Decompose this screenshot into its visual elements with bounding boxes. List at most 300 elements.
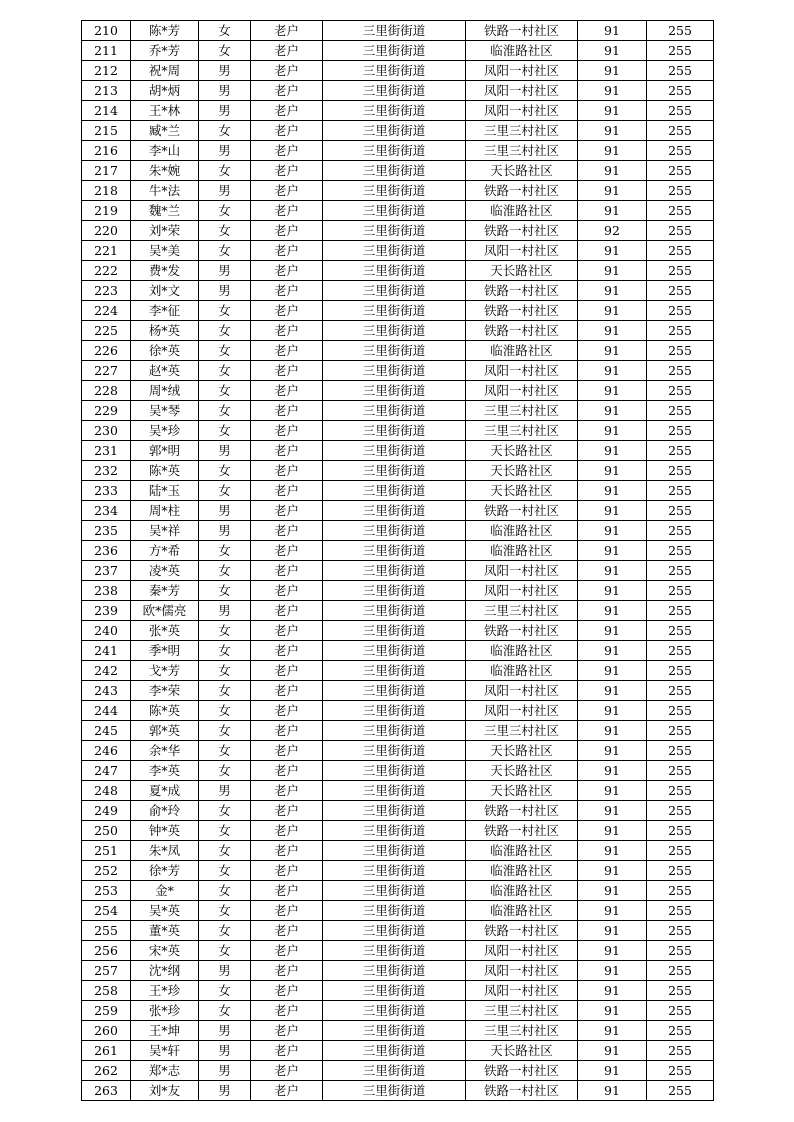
cell-gender: 女 [199, 361, 251, 381]
table-row [82, 641, 714, 661]
cell-household-type: 老户 [251, 1081, 323, 1101]
cell-amount: 255 [647, 1081, 714, 1101]
cell-age: 91 [578, 901, 647, 921]
table-row [82, 821, 714, 841]
cell-household-type: 老户 [251, 241, 323, 261]
cell-gender: 女 [199, 901, 251, 921]
cell-household-type: 老户 [251, 641, 323, 661]
table-row [82, 141, 714, 161]
cell-subdistrict: 三里街街道 [323, 1061, 466, 1081]
cell-amount: 255 [647, 281, 714, 301]
cell-name: 陆*玉 [131, 481, 199, 501]
cell-name: 宋*英 [131, 941, 199, 961]
table-row [82, 361, 714, 381]
table-row [82, 241, 714, 261]
table-row [82, 421, 714, 441]
cell-household-type: 老户 [251, 561, 323, 581]
cell-name: 刘*荣 [131, 221, 199, 241]
table-row [82, 21, 714, 41]
cell-amount: 255 [647, 1061, 714, 1081]
cell-index: 238 [82, 581, 131, 601]
table-row [82, 401, 714, 421]
cell-age: 91 [578, 481, 647, 501]
cell-gender: 男 [199, 261, 251, 281]
table-row [82, 441, 714, 461]
cell-subdistrict: 三里街街道 [323, 1001, 466, 1021]
cell-index: 230 [82, 421, 131, 441]
cell-name: 郭*明 [131, 441, 199, 461]
cell-gender: 女 [199, 761, 251, 781]
cell-household-type: 老户 [251, 161, 323, 181]
table-row [82, 161, 714, 181]
table-row [82, 961, 714, 981]
cell-gender: 女 [199, 221, 251, 241]
cell-index: 251 [82, 841, 131, 861]
table-row [82, 921, 714, 941]
cell-index: 226 [82, 341, 131, 361]
cell-name: 欧*儒亮 [131, 601, 199, 621]
cell-amount: 255 [647, 621, 714, 641]
cell-household-type: 老户 [251, 81, 323, 101]
cell-community: 铁路一村社区 [466, 21, 578, 41]
cell-subdistrict: 三里街街道 [323, 841, 466, 861]
cell-index: 256 [82, 941, 131, 961]
cell-community: 凤阳一村社区 [466, 581, 578, 601]
cell-name: 徐*英 [131, 341, 199, 361]
cell-gender: 女 [199, 1001, 251, 1021]
cell-gender: 女 [199, 561, 251, 581]
cell-age: 91 [578, 981, 647, 1001]
cell-index: 211 [82, 41, 131, 61]
table-row [82, 341, 714, 361]
table-row [82, 561, 714, 581]
cell-community: 凤阳一村社区 [466, 241, 578, 261]
cell-amount: 255 [647, 861, 714, 881]
cell-household-type: 老户 [251, 281, 323, 301]
cell-amount: 255 [647, 521, 714, 541]
cell-name: 吴*祥 [131, 521, 199, 541]
cell-subdistrict: 三里街街道 [323, 621, 466, 641]
cell-name: 刘*文 [131, 281, 199, 301]
table-row [82, 221, 714, 241]
cell-household-type: 老户 [251, 681, 323, 701]
cell-community: 三里三村社区 [466, 421, 578, 441]
cell-gender: 女 [199, 581, 251, 601]
cell-age: 91 [578, 561, 647, 581]
cell-age: 91 [578, 381, 647, 401]
cell-household-type: 老户 [251, 901, 323, 921]
cell-community: 凤阳一村社区 [466, 681, 578, 701]
cell-subdistrict: 三里街街道 [323, 421, 466, 441]
cell-index: 239 [82, 601, 131, 621]
cell-name: 钟*英 [131, 821, 199, 841]
cell-age: 91 [578, 1041, 647, 1061]
cell-name: 沈*纲 [131, 961, 199, 981]
cell-gender: 女 [199, 701, 251, 721]
cell-amount: 255 [647, 221, 714, 241]
cell-subdistrict: 三里街街道 [323, 321, 466, 341]
cell-age: 91 [578, 541, 647, 561]
cell-household-type: 老户 [251, 461, 323, 481]
cell-household-type: 老户 [251, 881, 323, 901]
cell-community: 临淮路社区 [466, 41, 578, 61]
cell-amount: 255 [647, 101, 714, 121]
cell-subdistrict: 三里街街道 [323, 581, 466, 601]
cell-amount: 255 [647, 361, 714, 381]
cell-community: 铁路一村社区 [466, 321, 578, 341]
cell-household-type: 老户 [251, 721, 323, 741]
cell-name: 乔*芳 [131, 41, 199, 61]
cell-subdistrict: 三里街街道 [323, 1041, 466, 1061]
cell-index: 260 [82, 1021, 131, 1041]
cell-amount: 255 [647, 341, 714, 361]
cell-community: 凤阳一村社区 [466, 961, 578, 981]
cell-subdistrict: 三里街街道 [323, 1081, 466, 1101]
cell-gender: 女 [199, 681, 251, 701]
cell-amount: 255 [647, 781, 714, 801]
cell-amount: 255 [647, 81, 714, 101]
cell-subdistrict: 三里街街道 [323, 761, 466, 781]
cell-subdistrict: 三里街街道 [323, 221, 466, 241]
cell-index: 213 [82, 81, 131, 101]
cell-community: 三里三村社区 [466, 401, 578, 421]
table-row [82, 281, 714, 301]
cell-name: 李*征 [131, 301, 199, 321]
cell-subdistrict: 三里街街道 [323, 801, 466, 821]
cell-subdistrict: 三里街街道 [323, 201, 466, 221]
table-row [82, 941, 714, 961]
cell-age: 91 [578, 261, 647, 281]
cell-amount: 255 [647, 1021, 714, 1041]
cell-age: 91 [578, 1081, 647, 1101]
table-row [82, 1041, 714, 1061]
cell-name: 吴*英 [131, 901, 199, 921]
cell-name: 余*华 [131, 741, 199, 761]
cell-gender: 男 [199, 281, 251, 301]
cell-amount: 255 [647, 701, 714, 721]
table-row [82, 1081, 714, 1101]
cell-subdistrict: 三里街街道 [323, 681, 466, 701]
cell-gender: 女 [199, 881, 251, 901]
cell-age: 91 [578, 421, 647, 441]
cell-community: 临淮路社区 [466, 201, 578, 221]
cell-name: 张*英 [131, 621, 199, 641]
cell-amount: 255 [647, 61, 714, 81]
cell-index: 221 [82, 241, 131, 261]
cell-age: 91 [578, 1061, 647, 1081]
cell-name: 杨*英 [131, 321, 199, 341]
cell-index: 227 [82, 361, 131, 381]
cell-community: 铁路一村社区 [466, 301, 578, 321]
cell-subdistrict: 三里街街道 [323, 41, 466, 61]
table-row [82, 541, 714, 561]
cell-name: 郭*英 [131, 721, 199, 741]
cell-index: 215 [82, 121, 131, 141]
cell-name: 王*珍 [131, 981, 199, 1001]
cell-name: 刘*友 [131, 1081, 199, 1101]
cell-gender: 男 [199, 81, 251, 101]
cell-name: 张*珍 [131, 1001, 199, 1021]
cell-name: 赵*英 [131, 361, 199, 381]
cell-household-type: 老户 [251, 1021, 323, 1041]
cell-name: 李*荣 [131, 681, 199, 701]
table-row [82, 621, 714, 641]
cell-name: 陈*英 [131, 461, 199, 481]
table-row [82, 781, 714, 801]
cell-index: 231 [82, 441, 131, 461]
cell-household-type: 老户 [251, 261, 323, 281]
cell-index: 242 [82, 661, 131, 681]
table-row [82, 761, 714, 781]
cell-community: 凤阳一村社区 [466, 941, 578, 961]
cell-index: 219 [82, 201, 131, 221]
table-row [82, 41, 714, 61]
cell-index: 236 [82, 541, 131, 561]
table-body [82, 21, 714, 1101]
cell-age: 91 [578, 161, 647, 181]
cell-community: 铁路一村社区 [466, 921, 578, 941]
cell-community: 凤阳一村社区 [466, 361, 578, 381]
cell-community: 临淮路社区 [466, 661, 578, 681]
cell-household-type: 老户 [251, 521, 323, 541]
cell-household-type: 老户 [251, 301, 323, 321]
cell-community: 天长路社区 [466, 481, 578, 501]
cell-age: 91 [578, 701, 647, 721]
cell-name: 李*英 [131, 761, 199, 781]
cell-age: 91 [578, 941, 647, 961]
cell-subdistrict: 三里街街道 [323, 1021, 466, 1041]
cell-gender: 男 [199, 181, 251, 201]
cell-name: 吴*珍 [131, 421, 199, 441]
cell-index: 253 [82, 881, 131, 901]
cell-community: 临淮路社区 [466, 521, 578, 541]
cell-age: 91 [578, 621, 647, 641]
cell-gender: 女 [199, 481, 251, 501]
table-row [82, 801, 714, 821]
cell-amount: 255 [647, 121, 714, 141]
cell-name: 吴*琴 [131, 401, 199, 421]
cell-household-type: 老户 [251, 1061, 323, 1081]
cell-amount: 255 [647, 941, 714, 961]
cell-amount: 255 [647, 1001, 714, 1021]
cell-subdistrict: 三里街街道 [323, 821, 466, 841]
cell-subdistrict: 三里街街道 [323, 441, 466, 461]
cell-household-type: 老户 [251, 421, 323, 441]
cell-gender: 女 [199, 341, 251, 361]
cell-age: 91 [578, 721, 647, 741]
cell-name: 夏*成 [131, 781, 199, 801]
cell-name: 陈*芳 [131, 21, 199, 41]
cell-index: 220 [82, 221, 131, 241]
cell-community: 临淮路社区 [466, 641, 578, 661]
cell-index: 246 [82, 741, 131, 761]
cell-gender: 男 [199, 1061, 251, 1081]
cell-index: 263 [82, 1081, 131, 1101]
cell-household-type: 老户 [251, 841, 323, 861]
cell-age: 91 [578, 141, 647, 161]
cell-household-type: 老户 [251, 181, 323, 201]
cell-subdistrict: 三里街街道 [323, 381, 466, 401]
cell-subdistrict: 三里街街道 [323, 361, 466, 381]
cell-gender: 女 [199, 421, 251, 441]
cell-amount: 255 [647, 201, 714, 221]
cell-community: 铁路一村社区 [466, 821, 578, 841]
table-row [82, 1061, 714, 1081]
cell-household-type: 老户 [251, 701, 323, 721]
cell-subdistrict: 三里街街道 [323, 781, 466, 801]
cell-amount: 255 [647, 301, 714, 321]
cell-index: 248 [82, 781, 131, 801]
cell-community: 天长路社区 [466, 741, 578, 761]
cell-amount: 255 [647, 1041, 714, 1061]
cell-subdistrict: 三里街街道 [323, 121, 466, 141]
cell-age: 91 [578, 61, 647, 81]
cell-name: 徐*芳 [131, 861, 199, 881]
cell-household-type: 老户 [251, 141, 323, 161]
cell-index: 225 [82, 321, 131, 341]
table-row [82, 381, 714, 401]
cell-household-type: 老户 [251, 801, 323, 821]
cell-name: 吴*美 [131, 241, 199, 261]
cell-index: 217 [82, 161, 131, 181]
cell-age: 91 [578, 821, 647, 841]
cell-name: 王*坤 [131, 1021, 199, 1041]
cell-community: 天长路社区 [466, 761, 578, 781]
table-row [82, 681, 714, 701]
cell-name: 凌*英 [131, 561, 199, 581]
cell-household-type: 老户 [251, 1001, 323, 1021]
cell-gender: 男 [199, 141, 251, 161]
table-row [82, 301, 714, 321]
cell-name: 陈*英 [131, 701, 199, 721]
cell-amount: 255 [647, 581, 714, 601]
cell-age: 91 [578, 461, 647, 481]
cell-community: 铁路一村社区 [466, 801, 578, 821]
cell-name: 臧*兰 [131, 121, 199, 141]
cell-gender: 女 [199, 801, 251, 821]
cell-community: 临淮路社区 [466, 861, 578, 881]
cell-amount: 255 [647, 481, 714, 501]
cell-amount: 255 [647, 641, 714, 661]
cell-household-type: 老户 [251, 401, 323, 421]
table-row [82, 461, 714, 481]
cell-gender: 男 [199, 61, 251, 81]
cell-subdistrict: 三里街街道 [323, 101, 466, 121]
cell-community: 凤阳一村社区 [466, 61, 578, 81]
table-row [82, 601, 714, 621]
cell-age: 91 [578, 761, 647, 781]
cell-index: 224 [82, 301, 131, 321]
cell-household-type: 老户 [251, 941, 323, 961]
cell-gender: 女 [199, 301, 251, 321]
cell-amount: 255 [647, 461, 714, 481]
table-row [82, 981, 714, 1001]
cell-name: 郑*志 [131, 1061, 199, 1081]
cell-name: 金* [131, 881, 199, 901]
cell-age: 91 [578, 961, 647, 981]
table-row [82, 101, 714, 121]
cell-household-type: 老户 [251, 341, 323, 361]
cell-name: 戈*芳 [131, 661, 199, 681]
cell-age: 91 [578, 741, 647, 761]
table-row [82, 1001, 714, 1021]
cell-household-type: 老户 [251, 221, 323, 241]
cell-gender: 女 [199, 381, 251, 401]
cell-community: 天长路社区 [466, 261, 578, 281]
cell-gender: 女 [199, 321, 251, 341]
cell-subdistrict: 三里街街道 [323, 721, 466, 741]
cell-household-type: 老户 [251, 861, 323, 881]
cell-age: 91 [578, 781, 647, 801]
cell-index: 250 [82, 821, 131, 841]
cell-name: 秦*芳 [131, 581, 199, 601]
cell-gender: 女 [199, 41, 251, 61]
cell-age: 91 [578, 641, 647, 661]
cell-subdistrict: 三里街街道 [323, 481, 466, 501]
cell-name: 方*希 [131, 541, 199, 561]
cell-subdistrict: 三里街街道 [323, 81, 466, 101]
table-row [82, 181, 714, 201]
table-row [82, 121, 714, 141]
cell-amount: 255 [647, 801, 714, 821]
cell-community: 铁路一村社区 [466, 281, 578, 301]
cell-community: 铁路一村社区 [466, 1061, 578, 1081]
cell-community: 天长路社区 [466, 1041, 578, 1061]
cell-amount: 255 [647, 41, 714, 61]
table-row [82, 81, 714, 101]
cell-subdistrict: 三里街街道 [323, 501, 466, 521]
cell-name: 祝*周 [131, 61, 199, 81]
cell-community: 天长路社区 [466, 441, 578, 461]
cell-household-type: 老户 [251, 541, 323, 561]
cell-name: 王*林 [131, 101, 199, 121]
cell-name: 魏*兰 [131, 201, 199, 221]
cell-gender: 男 [199, 601, 251, 621]
cell-amount: 255 [647, 421, 714, 441]
cell-gender: 女 [199, 241, 251, 261]
cell-age: 91 [578, 801, 647, 821]
table-row [82, 581, 714, 601]
cell-gender: 女 [199, 621, 251, 641]
cell-amount: 255 [647, 141, 714, 161]
cell-household-type: 老户 [251, 481, 323, 501]
cell-household-type: 老户 [251, 921, 323, 941]
cell-community: 天长路社区 [466, 161, 578, 181]
table-row [82, 861, 714, 881]
cell-index: 259 [82, 1001, 131, 1021]
cell-community: 凤阳一村社区 [466, 981, 578, 1001]
cell-community: 凤阳一村社区 [466, 701, 578, 721]
cell-age: 91 [578, 841, 647, 861]
cell-age: 91 [578, 401, 647, 421]
cell-age: 91 [578, 21, 647, 41]
cell-community: 临淮路社区 [466, 841, 578, 861]
cell-name: 周*柱 [131, 501, 199, 521]
cell-index: 243 [82, 681, 131, 701]
cell-household-type: 老户 [251, 381, 323, 401]
cell-amount: 255 [647, 241, 714, 261]
table-row [82, 201, 714, 221]
cell-name: 吴*轩 [131, 1041, 199, 1061]
cell-household-type: 老户 [251, 601, 323, 621]
cell-amount: 255 [647, 441, 714, 461]
cell-gender: 女 [199, 821, 251, 841]
cell-amount: 255 [647, 741, 714, 761]
cell-age: 91 [578, 881, 647, 901]
cell-gender: 男 [199, 521, 251, 541]
cell-age: 91 [578, 921, 647, 941]
cell-index: 233 [82, 481, 131, 501]
